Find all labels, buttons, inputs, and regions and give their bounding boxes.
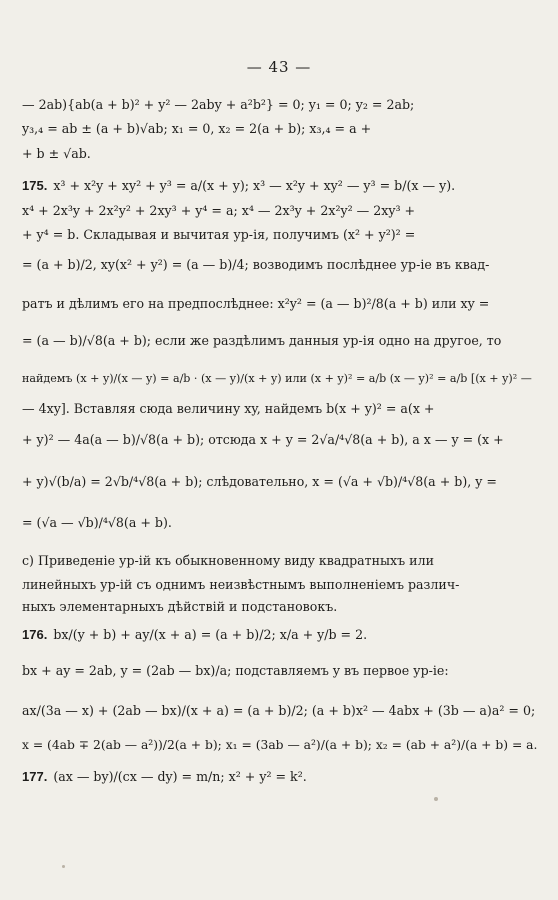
text-line: ратъ и дѣлимъ его на предпослѣднее: x²y² = (a — b)²/8(a + b) или xy = xyxy=(22,296,490,311)
text-line: — 4xy]. Вставляя сюда величину xy, найдемъ b(x + y)² = a(x + xyxy=(22,401,435,416)
equation: x³ + x²y + xy² + y³ = a/(x + y); x³ — x²y + xy² — y³ = b/(x — y). xyxy=(53,178,456,193)
text-line: + b ± √ab. xyxy=(22,146,91,161)
equation: bx/(y + b) + ay/(x + a) = (a + b)/2; x/a + y/b = 2. xyxy=(53,627,368,642)
problem-176 xyxy=(22,627,540,643)
print-speck xyxy=(62,865,65,868)
text-line: = (a — b)/√8(a + b); если же раздѣлимъ данныя ур-iя одно на другое, то xyxy=(22,333,502,348)
text-line: линейныхъ ур-iй съ однимъ неизвѣстнымъ выполненiемъ различ- xyxy=(22,577,460,592)
text-line: bx + ay = 2ab, y = (2ab — bx)/a; подставляемъ y въ первое ур-iе: xyxy=(22,663,449,678)
section-heading: c) Приведенiе ур-iй къ обыкновенному виду квадратныхъ или xyxy=(22,553,434,568)
text-line: ax/(3a — x) + (2ab — bx)/(x + a) = (a + b)/2; (a + b)x² — 4abx + (3b — a)a² = 0; xyxy=(22,703,536,718)
text-line: + y)√(b/a) = 2√b/⁴√8(a + b); слѣдовательно, x = (√a + √b)/⁴√8(a + b), y = xyxy=(22,474,497,489)
text-line: — 2ab){ab(a + b)² + y² — 2aby + a²b²} = 0; y₁ = 0; y₂ = 2ab; xyxy=(22,97,415,112)
problem-number: 175. xyxy=(22,178,48,193)
print-speck xyxy=(434,797,438,801)
problem-177 xyxy=(22,769,540,785)
problem-number: 177. xyxy=(22,769,48,784)
text-line: = (a + b)/2, xy(x² + y²) = (a — b)/4; возводимъ послѣднее ур-iе въ квад- xyxy=(22,257,490,272)
problem-175 xyxy=(22,178,540,194)
page-number: — 43 — xyxy=(246,58,312,76)
equation: (ax — by)/(cx — dy) = m/n; x² + y² = k². xyxy=(53,769,307,784)
text-line: ныхъ элементарныхъ дѣйствiй и подстановокъ. xyxy=(22,599,338,614)
problem-number: 176. xyxy=(22,627,48,642)
text-line: + y)² — 4a(a — b)/√8(a + b); отсюда x + y = 2√a/⁴√8(a + b), а x — y = (x + xyxy=(22,432,504,447)
text-line: x⁴ + 2x³y + 2x²y² + 2xy³ + y⁴ = a; x⁴ — 2x³y + 2x²y² — 2xy³ + xyxy=(22,203,416,218)
text-line: найдемъ (x + y)/(x — y) = a/b · (x — y)/(x + y) или (x + y)² = a/b (x — y)² = a/b [(x + y)² — xyxy=(22,372,532,385)
text-line: y₃,₄ = ab ± (a + b)√ab; x₁ = 0, x₂ = 2(a + b); x₃,₄ = a + xyxy=(22,121,372,136)
text-line: x = (4ab ∓ 2(ab — a²))/2(a + b); x₁ = (3ab — a²)/(a + b); x₂ = (ab + a²)/(a + b) = a. xyxy=(22,738,538,752)
text-line: + y⁴ = b. Складывая и вычитая ур-iя, получимъ (x² + y²)² = xyxy=(22,227,416,242)
text-line: = (√a — √b)/⁴√8(a + b). xyxy=(22,515,172,530)
